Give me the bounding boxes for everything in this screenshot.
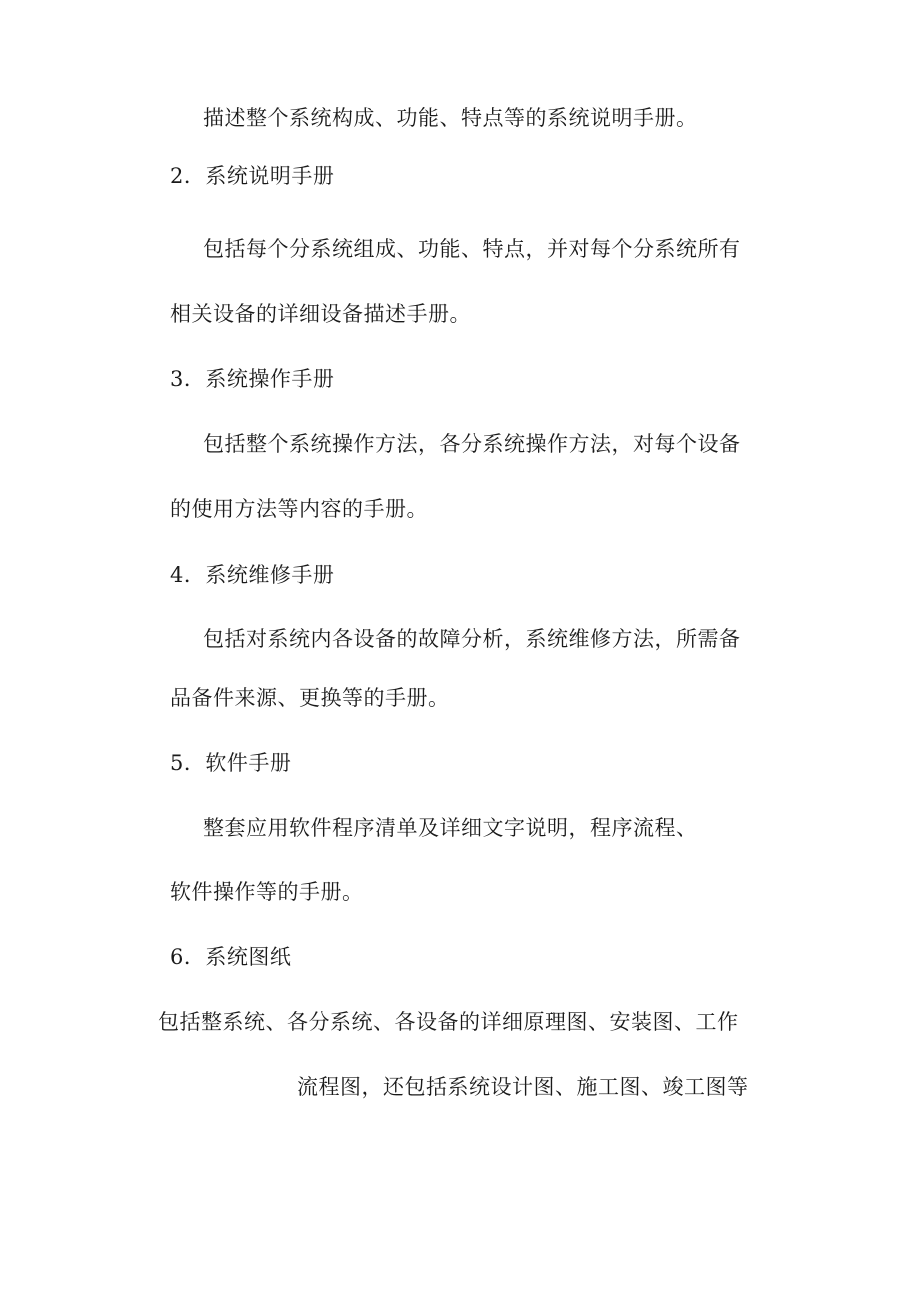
- paragraph-line: 的使用方法等内容的手册。: [170, 497, 428, 521]
- paragraph-line: 软件操作等的手册。: [170, 880, 364, 904]
- paragraph-line: 整套应用软件程序清单及详细文字说明，程序流程、: [203, 816, 698, 840]
- paragraph-line: 描述整个系统构成、功能、特点等的系统说明手册。: [203, 106, 698, 130]
- paragraph-line: 包括整系统、各分系统、各设备的详细原理图、安装图、工作: [158, 1010, 739, 1034]
- section-heading-software-manual: 5．软件手册: [170, 751, 292, 775]
- paragraph-line: 流程图，还包括系统设计图、施工图、竣工图等: [297, 1075, 749, 1099]
- section-heading-system-drawings: 6．系统图纸: [170, 945, 292, 969]
- paragraph-line: 包括整个系统操作方法，各分系统操作方法，对每个设备: [203, 432, 741, 456]
- section-heading-maintenance-manual: 4．系统维修手册: [170, 563, 335, 587]
- section-heading-operation-manual: 3．系统操作手册: [170, 367, 335, 391]
- paragraph-line: 包括对系统内各设备的故障分析，系统维修方法，所需备: [203, 627, 741, 651]
- paragraph-line: 包括每个分系统组成、功能、特点，并对每个分系统所有: [203, 237, 741, 261]
- paragraph-line: 相关设备的详细设备描述手册。: [170, 302, 471, 326]
- section-heading-system-manual: 2．系统说明手册: [170, 164, 335, 188]
- paragraph-line: 品备件来源、更换等的手册。: [170, 686, 450, 710]
